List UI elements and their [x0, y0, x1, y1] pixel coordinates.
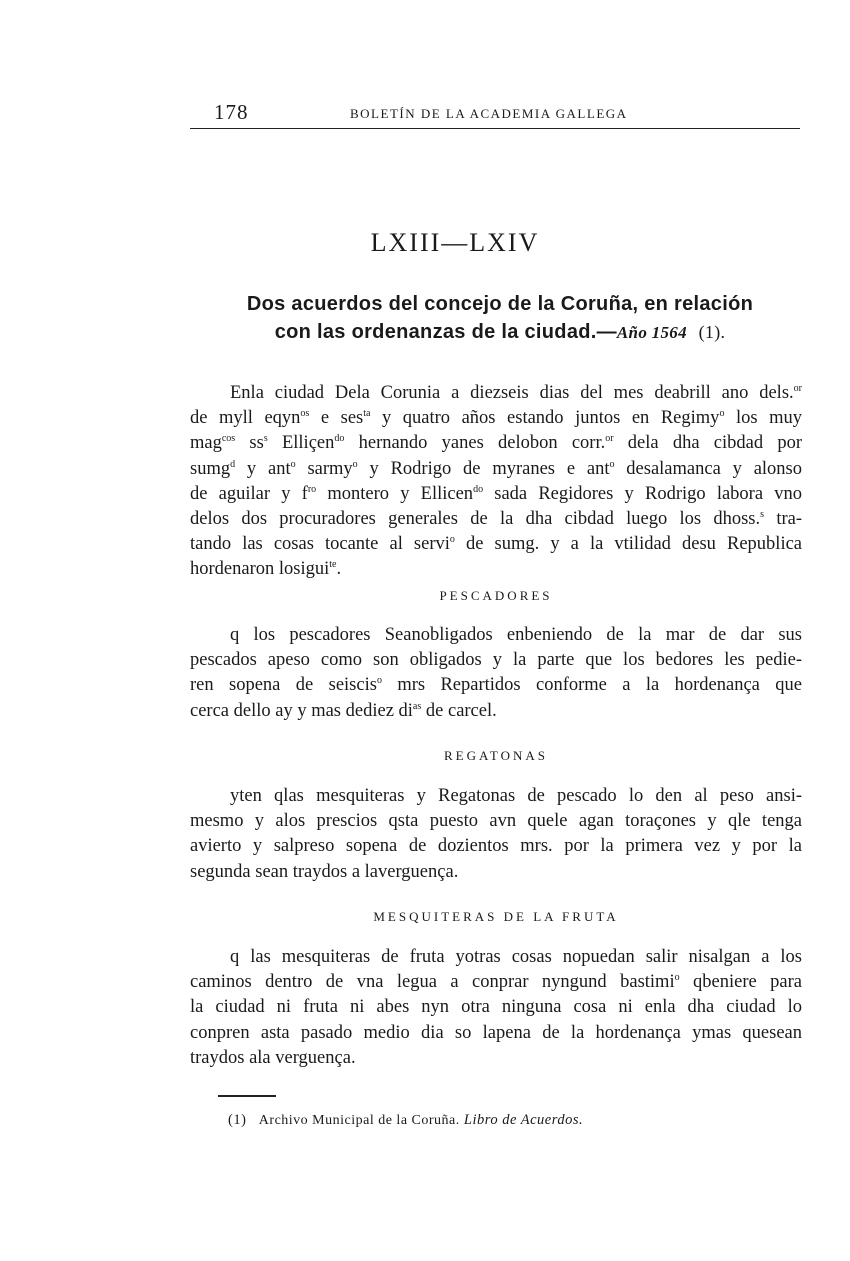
text-line: cerca dello ay y mas dediez $di^{as}$ de carcel.: [190, 700, 497, 721]
footnote-book: Libro de Acuerdos.: [463, 1112, 584, 1128]
article-title-line-1: Dos acuerdos del concejo de la Coruña, en relación: [246, 293, 754, 315]
footnote-number: (1): [228, 1112, 247, 1128]
footnote-archive: Archivo Municipal de la Coruña.: [258, 1113, 460, 1128]
chapter-number: LXIII—LXIV: [370, 228, 540, 257]
text-line: mesmo y alos prescios qsta puesto avn quele agan toraçones y qle tenga: [190, 811, 802, 832]
text-line: ren sopena de seiscis$^o$ mrs Repartidos conforme a la hordenança que: [190, 675, 802, 696]
section-paragraph: [190, 945, 802, 1071]
section-heading: REGATONAS: [443, 748, 549, 763]
footnote: [228, 1112, 583, 1129]
text-line: q los pescadores Seanobligados enbeniendo de la mar de dar sus: [230, 625, 802, 645]
article-date: Año 1564: [616, 323, 687, 342]
text-line: pescados apeso como son obligados y la parte que los bedores les pedie-: [190, 650, 802, 671]
text-line: delos dos procuradores generales de la dha cibdad luego los dhoss.$^s$ tra-: [190, 508, 802, 530]
page-number: 178: [214, 100, 249, 124]
text-line: de aguilar y $f^{ro}$ montero y Ellicen$^{do}$ sada Regidores y Rodrigo labora vno: [190, 483, 802, 504]
section-paragraph: [190, 784, 802, 885]
section-paragraph: [190, 623, 802, 724]
article-title: [190, 290, 810, 347]
text-line: Enla ciudad Dela Corunia a diezseis dias del mes deabrill ano dels.$^{or}$: [230, 382, 802, 403]
text-line: traydos ala verguença.: [190, 1047, 356, 1068]
text-line: tando las cosas tocante al servi$^o$ de sumg. y a la vtilidad desu Republica: [190, 534, 803, 555]
text-line: de myll eqyn$^{os}$ e ses$^{ta}$ y quatro años estando juntos en Regimy$^o$ los muy: [190, 408, 802, 429]
text-line: avierto y salpreso sopena de dozientos mrs. por la primera vez y por la: [190, 836, 802, 857]
intro-paragraph: [190, 381, 802, 583]
section-heading: PESCADORES: [439, 588, 553, 603]
page-header: [190, 100, 800, 129]
text-line: mag$^{cos}$ $ss^s$ Elliçen$^{do}$ hernando yanes delobon corr.$^{or}$ dela dha cibdad por: [190, 433, 802, 454]
text-line: hordenaron losigui$^{te}$.: [190, 559, 342, 580]
article-title-line-2: [190, 318, 810, 347]
text-line: conpren asta pasado medio dia so lapena de la hordenança ymas quesean: [190, 1022, 802, 1043]
text-line: yten qlas mesquiteras y Regatonas de pescado lo den al peso ansi-: [230, 786, 802, 806]
text-line: segunda sean traydos a laverguença.: [190, 861, 459, 882]
running-title: BOLETÍN DE LA ACADEMIA GALLEGA: [350, 106, 628, 121]
footnote-reference: (1).: [698, 322, 726, 342]
text-line: sumg$^d$ y ant$^o$ sarmy$^o$ y Rodrigo de myranes e ant$^o$ desalamanca y alonso: [190, 458, 802, 479]
section-heading: MESQUITERAS DE LA FRUTA: [373, 909, 619, 924]
text-line: la ciudad ni fruta ni abes nyn otra ninguna cosa ni enla dha ciudad lo: [190, 997, 802, 1018]
text-line: q las mesquiteras de fruta yotras cosas nopuedan salir nisalgan a los: [230, 947, 802, 967]
footnote-rule: [218, 1095, 276, 1097]
text-line: caminos dentro de vna legua a conprar nyngund bastimi$^o$ qbeniere para: [190, 972, 802, 993]
article-title-line-2-text: con las ordenanzas de la ciudad.—: [274, 321, 617, 343]
